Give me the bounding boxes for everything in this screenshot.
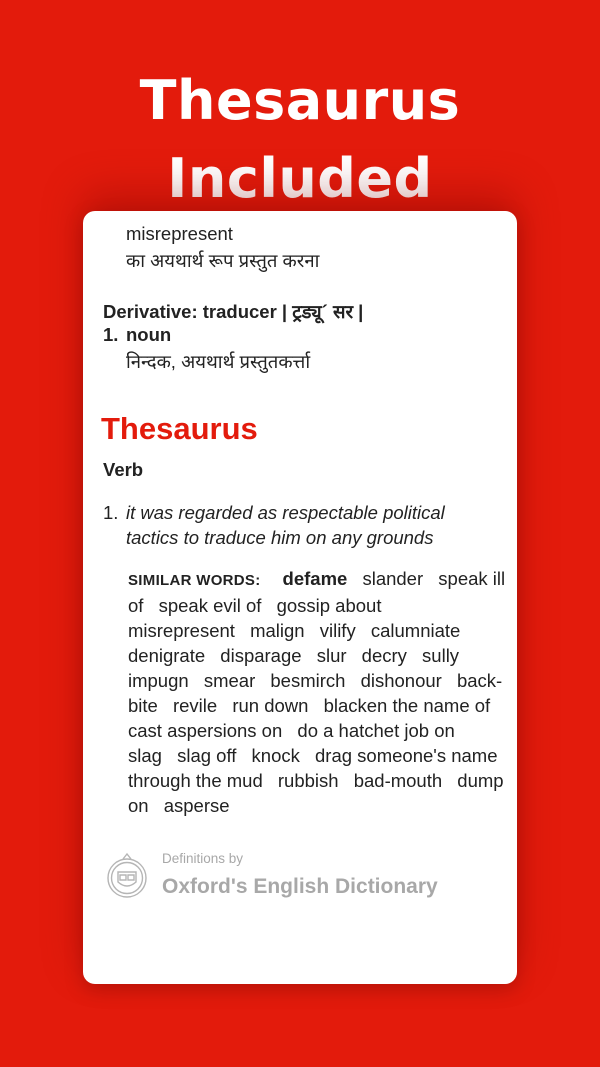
similar-words-list <box>128 566 508 818</box>
similar-word[interactable]: do a hatchet job on <box>297 720 455 741</box>
similar-word[interactable]: cast aspersions on <box>128 720 283 741</box>
similar-word[interactable]: misrepresent <box>128 620 235 641</box>
oxford-crest-icon <box>105 851 149 901</box>
example-sentence-line-1: it was regarded as respectable political <box>126 502 445 523</box>
similar-word[interactable]: bad-mouth <box>353 770 443 791</box>
similar-word[interactable]: slander <box>362 568 424 589</box>
similar-word[interactable]: slag <box>128 745 162 766</box>
similar-word[interactable]: run down <box>232 695 309 716</box>
similar-word[interactable]: dishonour <box>360 670 442 691</box>
example-sentence-line-2: tactics to traduce him on any grounds <box>126 527 434 548</box>
similar-word[interactable]: speak evil of <box>158 595 262 616</box>
hero-title-line-2: Included <box>167 147 433 210</box>
similar-word[interactable]: gossip about <box>276 595 382 616</box>
thesaurus-part-of-speech: Verb <box>103 459 144 480</box>
similar-word[interactable]: slur <box>316 645 347 666</box>
similar-word[interactable]: vilify <box>319 620 356 641</box>
entry-derivative: Derivative: traducer | ट्रड्यू´ सर | <box>103 301 364 322</box>
similar-word[interactable]: revile <box>172 695 218 716</box>
footer-source: Oxford's English Dictionary <box>162 875 438 898</box>
similar-word[interactable]: asperse <box>163 795 230 816</box>
similar-word[interactable]: denigrate <box>128 645 206 666</box>
similar-word[interactable]: besmirch <box>270 670 346 691</box>
entry-word: misrepresent <box>126 223 233 244</box>
similar-words-label: SIMILAR WORDS: <box>128 572 261 589</box>
similar-word[interactable]: rubbish <box>277 770 339 791</box>
similar-word[interactable]: decry <box>361 645 407 666</box>
similar-word[interactable]: knock <box>251 745 300 766</box>
similar-word[interactable]: slag off <box>177 745 237 766</box>
similar-word[interactable]: malign <box>250 620 305 641</box>
similar-word[interactable]: sully <box>422 645 460 666</box>
similar-word[interactable]: drag someone's name through the mud <box>128 745 498 791</box>
thesaurus-heading: Thesaurus <box>101 411 258 446</box>
similar-word[interactable]: blacken the name of <box>323 695 491 716</box>
entry-hindi-translation: का अयथार्थ रूप प्रस्तुत करना <box>126 250 320 271</box>
hero-title-line-1: Thesaurus <box>139 69 461 132</box>
similar-word[interactable]: calumniate <box>370 620 461 641</box>
sense-number: 1. <box>103 324 119 345</box>
dictionary-card[interactable] <box>83 211 517 984</box>
hero-title <box>0 62 600 218</box>
similar-words-container <box>128 568 505 816</box>
similar-word[interactable]: dump on <box>128 770 504 816</box>
sense-hindi-translation: निन्दक, अयथार्थ प्रस्तुतकर्त्ता <box>126 351 311 372</box>
similar-word[interactable]: impugn <box>128 670 189 691</box>
similar-word[interactable]: smear <box>203 670 256 691</box>
sense-part-of-speech: noun <box>126 324 172 345</box>
similar-word[interactable]: speak ill of <box>128 568 506 616</box>
footer-definitions-by: Definitions by <box>162 851 244 866</box>
similar-word[interactable]: disparage <box>220 645 302 666</box>
example-number: 1. <box>103 502 119 523</box>
similar-word[interactable]: back-bite <box>128 670 503 716</box>
similar-word[interactable]: defame <box>282 568 348 589</box>
